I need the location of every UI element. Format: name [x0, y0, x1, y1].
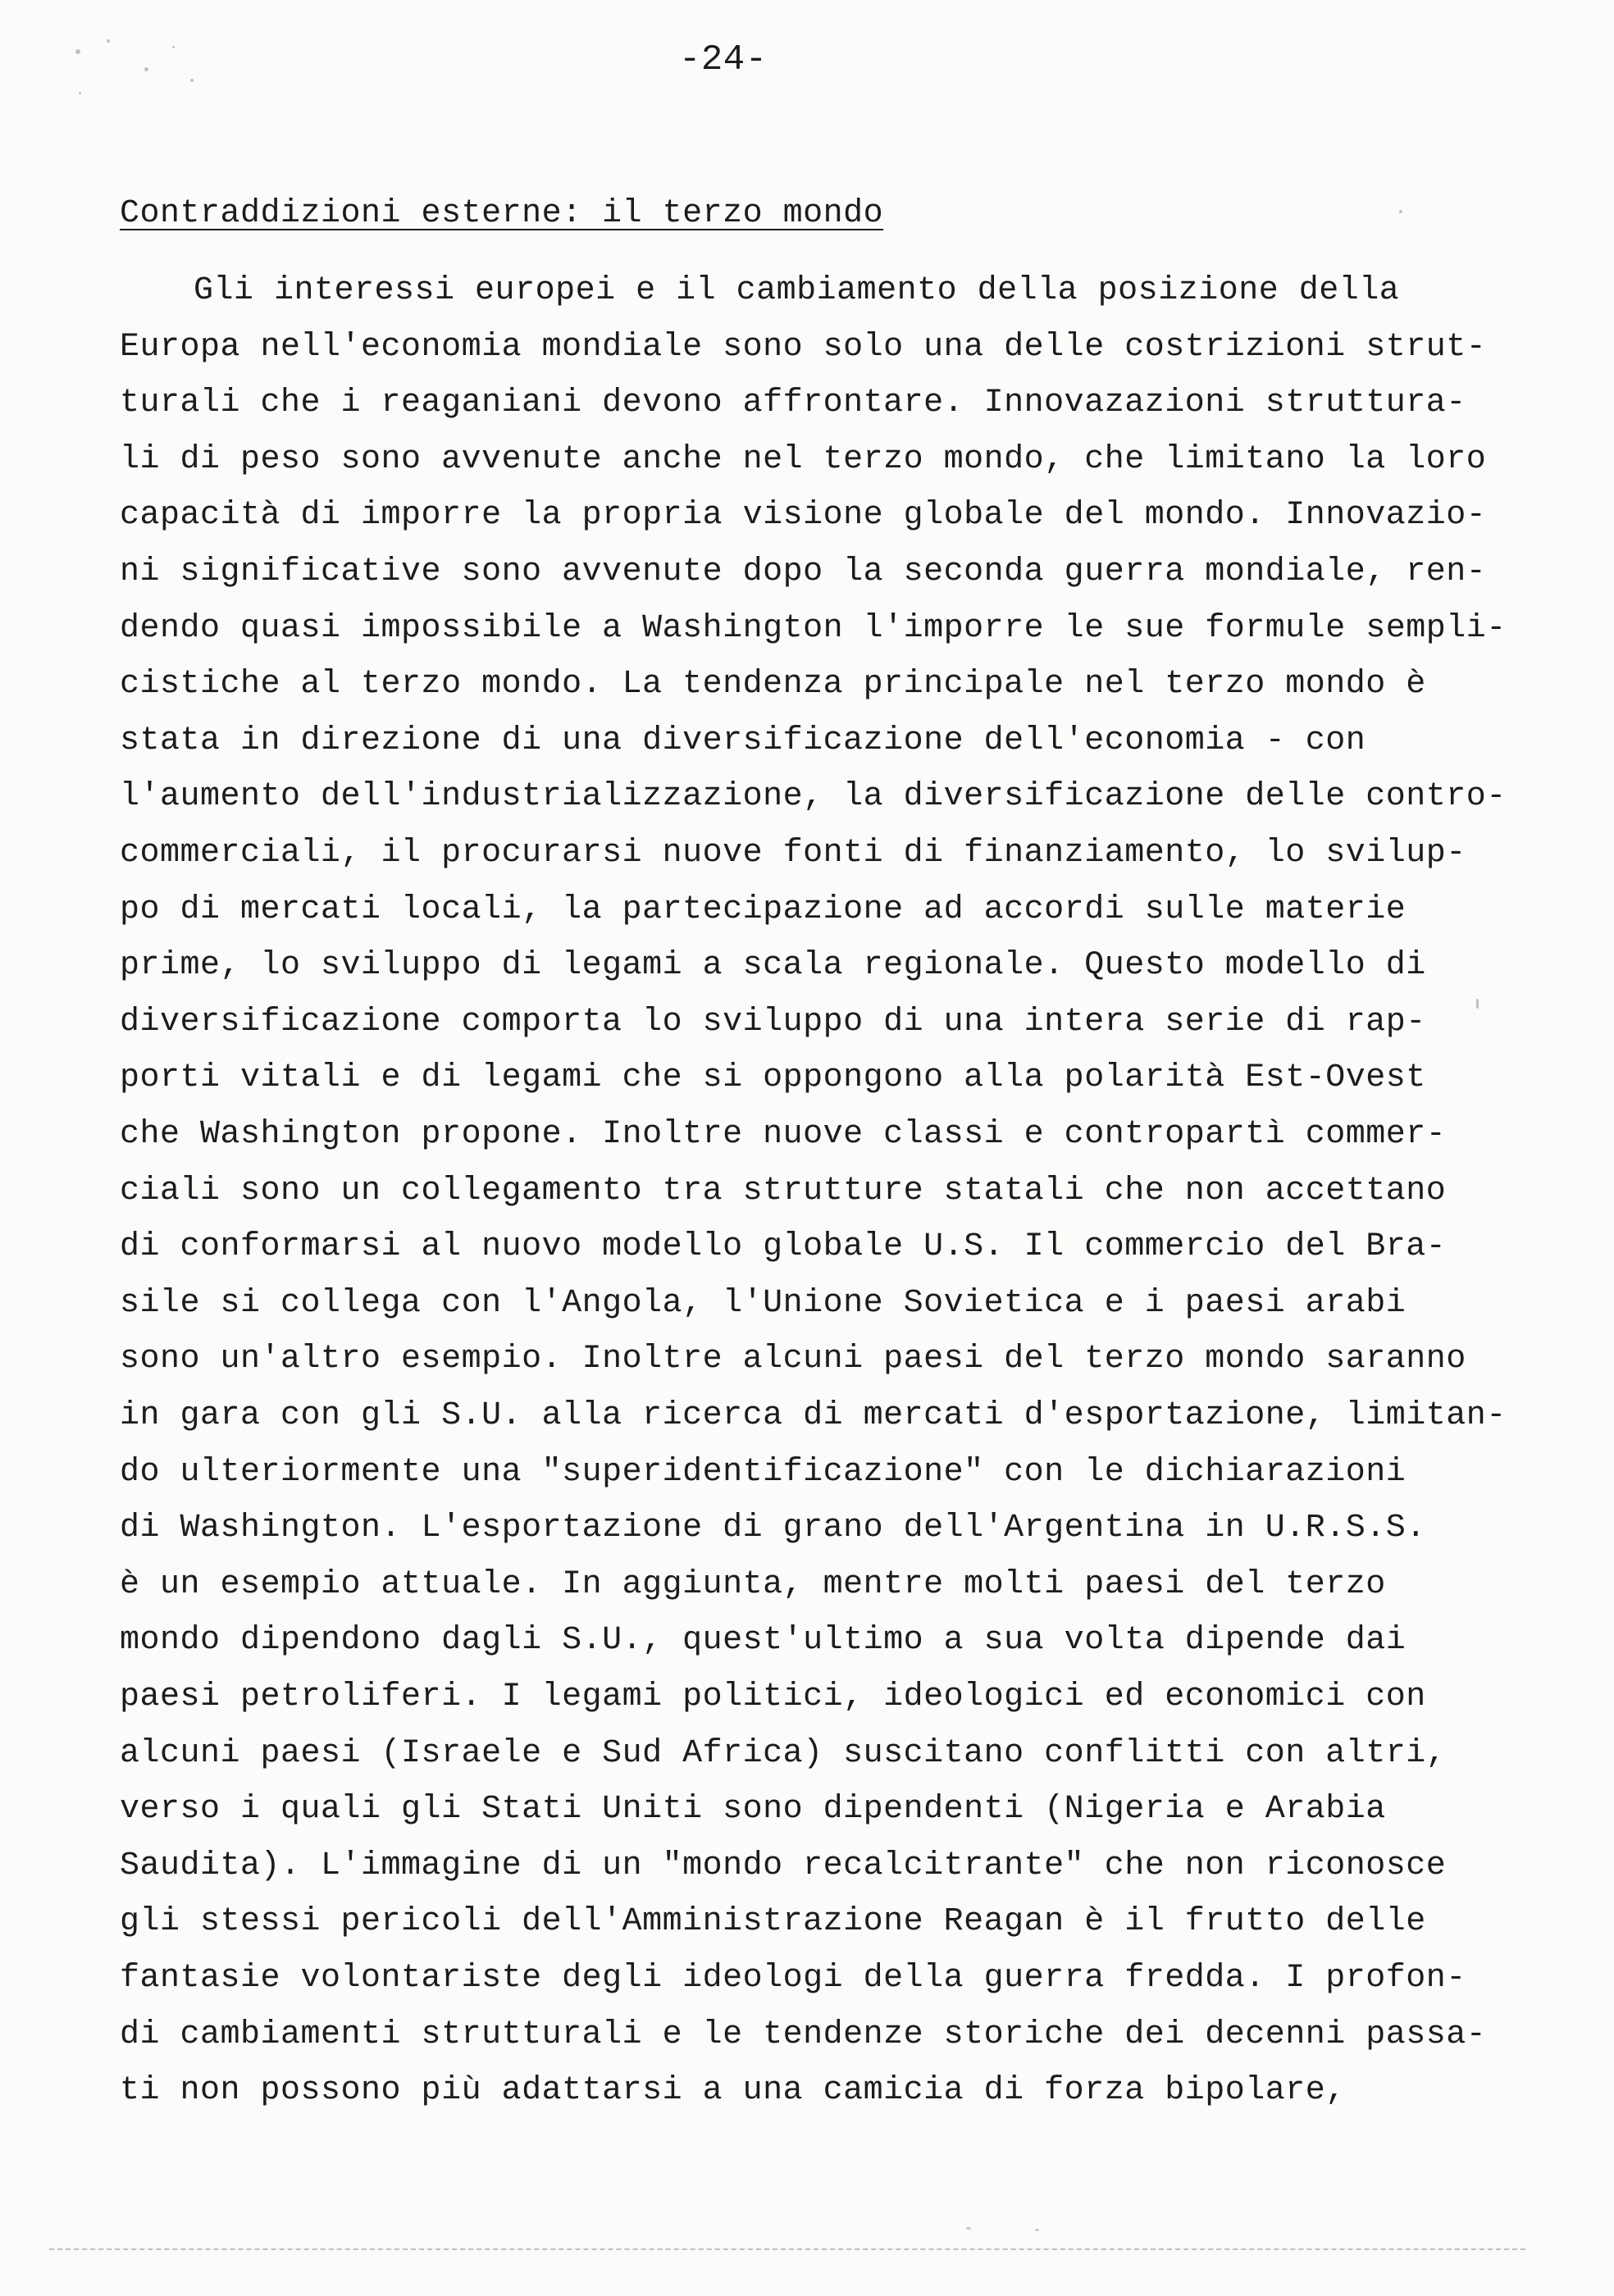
- body-line: li di peso sono avvenute anche nel terzo mondo, che limitano la loro: [120, 441, 1487, 478]
- body-line: Europa nell'economia mondiale sono solo una delle costrizioni strut-: [120, 329, 1487, 366]
- scan-speck: [75, 49, 80, 54]
- body-line: commerciali, il procurarsi nuove fonti di finanziamento, lo svilup-: [120, 835, 1466, 872]
- scan-speck: [1476, 999, 1479, 1009]
- body-line: di conformarsi al nuovo modello globale U.S. Il commercio del Bra-: [120, 1228, 1447, 1265]
- body-line: paesi petroliferi. I legami politici, ideologici ed economici con: [120, 1679, 1426, 1715]
- body-line: prime, lo sviluppo di legami a scala regionale. Questo modello di: [120, 947, 1426, 984]
- body-line: l'aumento dell'industrializzazione, la diversificazione delle contro-: [120, 778, 1507, 815]
- body-line: diversificazione comporta lo sviluppo di una intera serie di rap-: [120, 1004, 1426, 1041]
- body-line: sile si collega con l'Angola, l'Unione Sovietica e i paesi arabi: [120, 1285, 1407, 1322]
- body-line: capacità di imporre la propria visione globale del mondo. Innovazio-: [120, 497, 1487, 534]
- body-line: ciali sono un collegamento tra strutture statali che non accettano: [120, 1173, 1447, 1210]
- body-line: fantasie volontariste degli ideologi della guerra fredda. I profon-: [120, 1960, 1466, 1997]
- body-line: dendo quasi impossibile a Washington l'imporre le sue formule sempli-: [120, 610, 1507, 647]
- body-line: in gara con gli S.U. alla ricerca di mercati d'esportazione, limitan-: [120, 1397, 1507, 1434]
- scan-speck: [144, 67, 148, 71]
- scan-edge-rule: [49, 2248, 1525, 2250]
- scan-speck: [172, 46, 175, 48]
- body-line: è un esempio attuale. In aggiunta, mentre molti paesi del terzo: [120, 1566, 1386, 1603]
- body-line: di cambiamenti strutturali e le tendenze storiche dei decenni passa-: [120, 2016, 1487, 2053]
- scan-speck: [1399, 210, 1402, 213]
- section-title: Contraddizioni esterne: il terzo mondo: [120, 195, 884, 232]
- body-line: ni significative sono avvenute dopo la seconda guerra mondiale, ren-: [120, 554, 1487, 590]
- body-line: gli stessi pericoli dell'Amministrazione Reagan è il frutto delle: [120, 1903, 1426, 1940]
- body-line: po di mercati locali, la partecipazione ad accordi sulle materie: [120, 891, 1407, 928]
- scan-speck: [1035, 2229, 1039, 2231]
- scan-speck: [966, 2227, 971, 2230]
- body-line: ti non possono più adattarsi a una camicia di forza bipolare,: [120, 2072, 1346, 2109]
- scan-speck: [79, 92, 81, 94]
- body-line: stata in direzione di una diversificazione dell'economia - con: [120, 722, 1366, 759]
- body-line: cistiche al terzo mondo. La tendenza principale nel terzo mondo è: [120, 666, 1426, 703]
- body-line: Saudita). L'immagine di un "mondo recalcitrante" che non riconosce: [120, 1847, 1447, 1884]
- body-line: turali che i reaganiani devono affrontare. Innovazazioni struttura-: [120, 385, 1466, 421]
- scan-speck: [107, 39, 110, 43]
- body-line: alcuni paesi (Israele e Sud Africa) suscitano conflitti con altri,: [120, 1735, 1447, 1772]
- scan-speck: [190, 79, 194, 82]
- body-line: di Washington. L'esportazione di grano dell'Argentina in U.R.S.S.: [120, 1510, 1426, 1547]
- page-number: -24-: [679, 39, 768, 80]
- body-line: porti vitali e di legami che si oppongono alla polarità Est-Ovest: [120, 1059, 1426, 1096]
- body-line: Gli interessi europei e il cambiamento della posizione della: [194, 272, 1400, 309]
- body-line: mondo dipendono dagli S.U., quest'ultimo a sua volta dipende dai: [120, 1622, 1407, 1659]
- body-line: che Washington propone. Inoltre nuove classi e contropartì commer-: [120, 1116, 1447, 1153]
- body-line: do ulteriormente una "superidentificazione" con le dichiarazioni: [120, 1454, 1407, 1491]
- body-line: sono un'altro esempio. Inoltre alcuni paesi del terzo mondo saranno: [120, 1341, 1466, 1378]
- body-line: verso i quali gli Stati Uniti sono dipendenti (Nigeria e Arabia: [120, 1791, 1386, 1828]
